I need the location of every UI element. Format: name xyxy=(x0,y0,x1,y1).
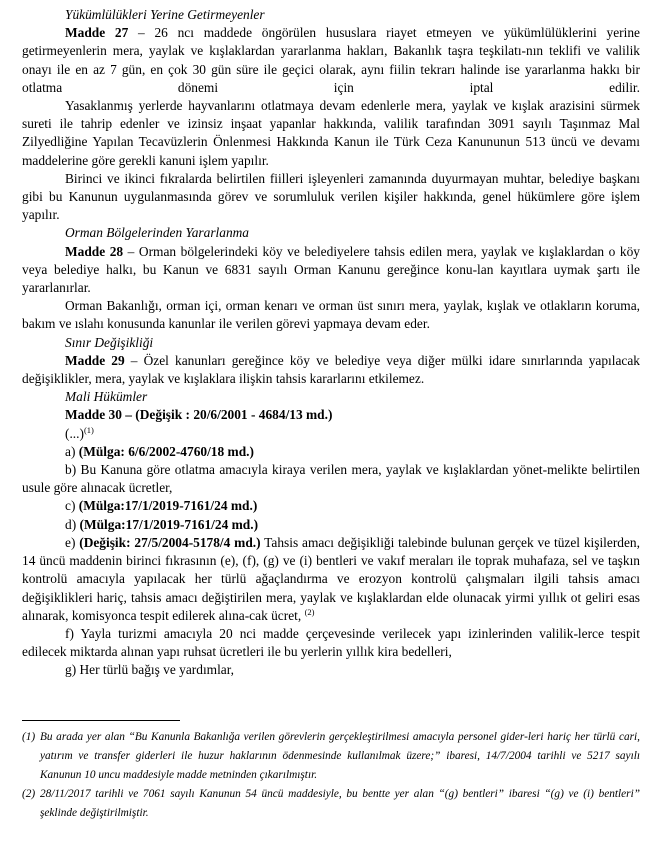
footnote xyxy=(22,785,640,823)
article-paragraph xyxy=(22,352,640,388)
article-number: Madde 28 xyxy=(65,243,124,259)
footnote-ref: (2) xyxy=(304,606,315,617)
paragraph-text: (...) xyxy=(65,425,84,441)
paragraph-text: – 26 ncı maddede öngörülen hususlara riayet etmeyen ve yükümlülüklerini yerine getirmeyenlerin mera, yaylak ve kışlaklardan yararlanma hakları, Bakanlık taşra teşkilatı-nın teklifi ve valilik onayı ile en az 7 gün, en çok 30 gün süre ile geçici olarak, aynı fiilin tekrarı halinde ise yararlanma hakkı bir otlatma dönemi için iptal edilir. xyxy=(22,25,640,95)
paragraph-text: – Özel kanunları gereğince köy ve belediye veya diğer mülki idare sınırlarında yapılacak değişiklikler, mera, yaylak ve kışlaklara ilişkin tahsis kararlarını etkilemez. xyxy=(22,352,640,387)
subclause-a xyxy=(22,443,640,461)
subclause-g: g) Her türlü bağış ve yardımlar, xyxy=(65,662,235,678)
article-paragraph: Yasaklanmış yerlerde hayvanlarını otlatmaya devam edenlerle mera, yaylak ve kışlak arazisini sürmek sureti ile tahrip edenler ve izinsiz inşaat yapanlar hakkında, valilik tarafından 3091 sayılı Taşınmaz Mal Zilyedliğine Yapılan Tecavüzlerin Önlenmesi Hakkında Kanun ile Türk Ceza Kanununun 513 üncü ve devamı maddelerine göre gerekli kanuni işlem yapılır. xyxy=(22,98,640,168)
section-heading: Mali Hükümler xyxy=(65,389,148,405)
law-text-body xyxy=(22,6,640,680)
footnotes xyxy=(22,728,640,823)
footnote-number: (2) xyxy=(22,788,36,800)
clause-letter: c) xyxy=(65,498,79,514)
subclause-c xyxy=(22,497,640,515)
clause-letter: d) xyxy=(65,516,80,532)
article-paragraph xyxy=(22,425,640,443)
subclause-d xyxy=(22,516,640,534)
subclause-e xyxy=(22,534,640,625)
subclause-f: f) Yayla turizmi amacıyla 20 nci madde çerçevesinde verilecek yapı izinlerinden valilik-lerce tespit edilecek miktarda alınan yapı ruhsat ücretleri ile bu yerlerin yıllık kira bedelleri, xyxy=(22,625,640,660)
footnote-ref: (1) xyxy=(83,424,94,435)
article-title xyxy=(22,406,640,424)
section-heading: Yükümlülükleri Yerine Getirmeyenler xyxy=(65,7,265,22)
article-paragraph xyxy=(22,243,640,298)
footnote-number: (1) xyxy=(22,731,36,743)
clause-letter: a) xyxy=(65,443,79,459)
amendment-note: (Değişik: 27/5/2004-5178/4 md.) xyxy=(79,534,261,550)
footnote-text: 28/11/2017 tarihli ve 7061 sayılı Kanunun 54 üncü maddesiyle, bu bentte yer alan “(g) bentleri” ibaresi “(g) ve (i) bentleri” şeklinde değiştirilmiştir. xyxy=(40,788,640,819)
section-heading: Orman Bölgelerinden Yararlanma xyxy=(65,225,250,241)
footnote-divider xyxy=(22,720,180,721)
article-number: Madde 27 xyxy=(65,25,129,41)
paragraph-text: – Orman bölgelerindeki köy ve belediyelere tahsis edilen mera, yaylak ve kışlaklardan o köy veya belediye halkı, bu Kanun ve 6831 sayılı Orman Kanunu gereğince konu-lan kayıtlara uymak şartı ile yararlanırlar. xyxy=(22,243,640,296)
article-paragraph: Birinci ve ikinci fıkralarda belirtilen fiilleri işleyenleri zamanında duyurmayan muhtar, belediye başkanı gibi bu Kanunun uygulanmasında görev ve sorumluluk verilen kişiler hakkında, genel hükümlere göre işlem yapılır. xyxy=(22,170,640,223)
footnote xyxy=(22,728,640,785)
footnote-text: Bu arada yer alan “Bu Kanunla Bakanlığa verilen görevlerin gerçekleştirilmesi amacıyla personel gider-leri hariç her türlü cari, yatırım ve transfer giderleri ile huzur haklarının ödenmesinde kullanılmak üzere;” ibaresi, 14/7/2004 tarihli ve 5217 sayılı Kanunun 10 uncu maddesiyle madde metninden çıkarılmıştır. xyxy=(40,731,640,781)
amendment-note: (Mülga:17/1/2019-7161/24 md.) xyxy=(79,516,259,532)
article-paragraph xyxy=(22,24,640,97)
amendment-note: (Mülga:17/1/2019-7161/24 md.) xyxy=(78,498,258,514)
clause-letter: e) xyxy=(65,534,80,550)
article-number: Madde 30 – (Değişik : 20/6/2001 - 4684/13 md.) xyxy=(65,407,333,423)
article-number: Madde 29 xyxy=(65,352,125,368)
subclause-b: b) Bu Kanuna göre otlatma amacıyla kiraya verilen mera, yaylak ve kışlaklardan yönet-melikte belirtilen usule göre alınacak ücretler, xyxy=(22,462,640,496)
section-heading: Sınır Değişikliği xyxy=(65,334,154,350)
paragraph-text: Tahsis amacı değişikliği talebinde bulunan gerçek ve tüzel kişilerden, 14 üncü maddenin birinci fıkrasının (e), (f), (g) ve (i) bentleri ve vakıf meraları ile toprak muhafaza, sel ve taşkın kontrolü amacıyla yapılacak her türlü ağaçlandırma ve erozyon kontrolü çalışmaları ilgili tahsis amacı değişiklikleri hariç, tahsis amacı değiştirilen mera, yaylak ve kışlaklardan elde olunacak yirmi yıllık ot geliri esas alınarak, komisyonca tespit edilerek alına-cak ücret, xyxy=(22,534,640,623)
article-paragraph: Orman Bakanlığı, orman içi, orman kenarı ve orman üst sınırı mera, yaylak, kışlak ve otlakların koruma, bakım ve ıslahı konusunda kanunlar ile verilen görevi yapmaya devam eder. xyxy=(22,298,640,332)
amendment-note: (Mülga: 6/6/2002-4760/18 md.) xyxy=(78,443,254,459)
